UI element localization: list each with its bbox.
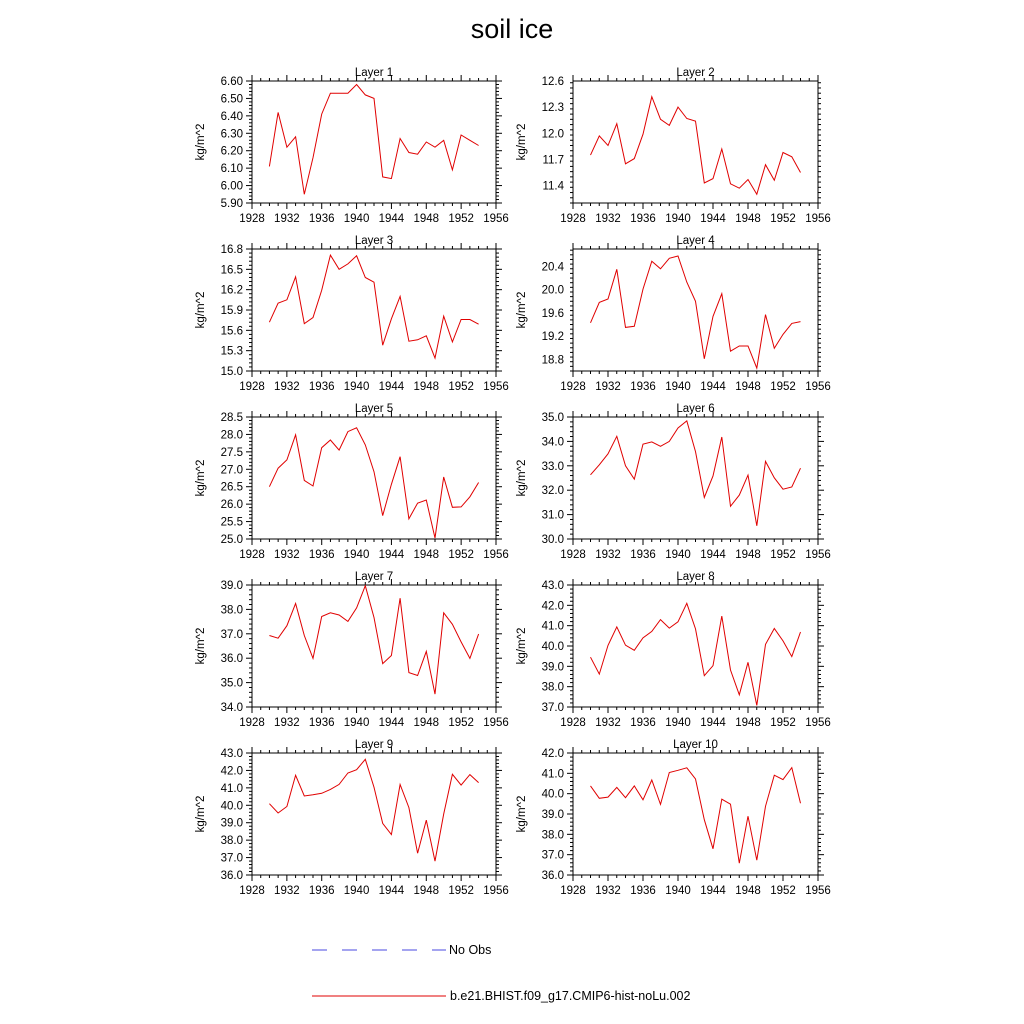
x-tick-label: 1952 (448, 213, 474, 225)
x-tick-label: 1936 (630, 381, 656, 393)
y-tick-label: 18.8 (541, 354, 564, 367)
x-tick-label: 1952 (448, 717, 474, 729)
y-tick-label: 16.5 (220, 264, 243, 277)
panel-title: Layer 9 (354, 739, 394, 751)
x-tick-label: 1952 (770, 213, 796, 225)
y-tick-label: 42.0 (541, 600, 564, 613)
plot-frame (573, 585, 818, 707)
x-tick-label: 1952 (448, 549, 474, 561)
x-tick-label: 1952 (770, 717, 796, 729)
x-tick-label: 1928 (560, 381, 586, 393)
x-tick-label: 1948 (735, 213, 761, 225)
x-tick-label: 1956 (483, 717, 509, 729)
y-tick-label: 41.0 (541, 768, 564, 781)
y-tick-label: 34.0 (220, 702, 243, 714)
x-tick-label: 1956 (805, 885, 831, 897)
figure-title: soil ice (470, 14, 554, 44)
y-tick-label: 27.5 (220, 446, 243, 459)
y-tick-label: 33.0 (541, 460, 564, 473)
y-tick-label: 11.4 (542, 180, 564, 193)
x-tick-label: 1948 (735, 549, 761, 561)
legend-label: No Obs (449, 943, 492, 957)
legend-label: b.e21.BHIST.f09_g17.CMIP6-hist-noLu.002 (450, 989, 691, 1003)
x-tick-label: 1928 (239, 717, 265, 729)
x-tick-label: 1952 (448, 381, 474, 393)
series-line (269, 586, 478, 694)
y-tick-label: 28.0 (220, 429, 243, 442)
panel-layer-8 (516, 571, 831, 729)
x-tick-label: 1940 (665, 381, 691, 393)
panel-title: Layer 10 (673, 739, 718, 751)
series-line (591, 97, 801, 195)
y-tick-label: 15.9 (220, 305, 243, 317)
y-tick-label: 20.0 (541, 284, 564, 297)
plot-frame (252, 249, 496, 371)
x-tick-label: 1936 (308, 717, 335, 729)
x-tick-label: 1932 (274, 381, 300, 393)
y-tick-label: 6.30 (220, 128, 243, 141)
x-tick-label: 1948 (413, 717, 440, 729)
x-tick-label: 1944 (700, 885, 726, 897)
panel-title: Layer 6 (676, 403, 715, 415)
y-axis-label: kg/m^2 (516, 795, 528, 833)
x-tick-label: 1936 (308, 381, 335, 393)
panel-layer-1 (195, 67, 509, 225)
y-tick-label: 38.0 (220, 835, 243, 848)
x-tick-label: 1944 (700, 717, 726, 729)
y-tick-label: 26.5 (220, 481, 243, 494)
plot-frame (573, 417, 818, 539)
y-tick-label: 37.0 (220, 628, 243, 641)
y-tick-label: 32.0 (541, 485, 564, 498)
x-tick-label: 1944 (378, 717, 405, 729)
series-line (591, 421, 801, 526)
x-tick-label: 1932 (274, 213, 300, 225)
y-tick-label: 6.50 (220, 93, 243, 106)
x-tick-label: 1948 (413, 213, 440, 225)
y-tick-label: 6.40 (220, 110, 243, 123)
x-tick-label: 1956 (483, 213, 509, 225)
x-tick-label: 1944 (378, 213, 405, 225)
x-tick-label: 1956 (483, 885, 509, 897)
series-line (591, 603, 801, 705)
x-tick-label: 1932 (595, 885, 621, 897)
y-axis-label: kg/m^2 (195, 123, 207, 161)
x-tick-label: 1940 (665, 885, 691, 897)
x-tick-label: 1948 (413, 885, 440, 897)
x-tick-label: 1948 (735, 381, 761, 393)
y-tick-label: 6.10 (220, 163, 243, 176)
panel-title: Layer 4 (676, 235, 715, 247)
x-tick-label: 1956 (805, 717, 831, 729)
x-tick-label: 1936 (630, 717, 656, 729)
x-tick-label: 1932 (595, 213, 621, 225)
y-tick-label: 40.0 (220, 800, 243, 813)
y-tick-label: 26.0 (220, 499, 243, 512)
y-tick-label: 37.0 (541, 702, 564, 714)
y-tick-label: 39.0 (541, 661, 564, 674)
y-tick-label: 19.6 (541, 307, 564, 320)
y-tick-label: 19.2 (541, 331, 564, 344)
panel-title: Layer 2 (676, 67, 715, 79)
x-tick-label: 1932 (274, 549, 300, 561)
y-tick-label: 12.6 (541, 76, 564, 88)
series-line (269, 428, 478, 538)
panel-title: Layer 1 (354, 67, 394, 79)
x-tick-label: 1956 (805, 381, 831, 393)
y-axis-label: kg/m^2 (195, 795, 207, 833)
plot-frame (252, 753, 496, 875)
plot-frame (252, 417, 496, 539)
x-tick-label: 1936 (630, 885, 656, 897)
y-tick-label: 35.0 (220, 677, 243, 690)
x-tick-label: 1936 (308, 885, 335, 897)
x-tick-label: 1944 (378, 549, 405, 561)
x-tick-label: 1944 (700, 549, 726, 561)
x-tick-label: 1948 (735, 885, 761, 897)
series-line (591, 768, 801, 864)
y-tick-label: 40.0 (541, 788, 564, 801)
y-tick-label: 11.7 (542, 154, 564, 167)
y-tick-label: 25.0 (220, 534, 243, 546)
x-tick-label: 1944 (378, 885, 405, 897)
x-tick-label: 1932 (274, 717, 300, 729)
x-tick-label: 1944 (378, 381, 405, 393)
y-axis-label: kg/m^2 (516, 459, 528, 497)
series-line (269, 255, 478, 358)
x-tick-label: 1936 (308, 213, 335, 225)
y-tick-label: 12.0 (541, 128, 564, 141)
x-tick-label: 1952 (770, 381, 796, 393)
x-tick-label: 1952 (770, 885, 796, 897)
y-tick-label: 42.0 (541, 748, 564, 760)
x-tick-label: 1944 (700, 381, 726, 393)
x-tick-label: 1948 (413, 549, 440, 561)
y-tick-label: 15.0 (220, 366, 243, 378)
x-tick-label: 1928 (239, 381, 265, 393)
y-axis-label: kg/m^2 (516, 627, 528, 665)
y-tick-label: 27.0 (220, 464, 243, 477)
x-tick-label: 1940 (665, 717, 691, 729)
y-axis-label: kg/m^2 (195, 291, 207, 329)
panel-layer-4 (516, 235, 831, 393)
x-tick-label: 1940 (343, 717, 370, 729)
y-tick-label: 28.5 (220, 412, 243, 424)
y-tick-label: 37.0 (541, 849, 564, 862)
x-tick-label: 1928 (239, 213, 265, 225)
plot-frame (573, 753, 818, 875)
panel-title: Layer 7 (354, 571, 394, 583)
y-tick-label: 39.0 (541, 809, 564, 821)
y-tick-label: 37.0 (220, 852, 243, 865)
x-tick-label: 1948 (413, 381, 440, 393)
y-axis-label: kg/m^2 (195, 459, 207, 497)
panel-layer-7 (195, 571, 509, 729)
x-tick-label: 1928 (560, 717, 586, 729)
y-tick-label: 40.0 (541, 641, 564, 653)
y-axis-label: kg/m^2 (195, 627, 207, 665)
x-tick-label: 1928 (239, 885, 265, 897)
y-tick-label: 6.60 (220, 76, 243, 88)
series-line (591, 256, 801, 368)
y-tick-label: 38.0 (220, 604, 243, 617)
y-tick-label: 36.0 (220, 870, 243, 882)
panel-layer-9 (195, 739, 509, 897)
series-line (269, 759, 478, 861)
x-tick-label: 1940 (665, 549, 691, 561)
x-tick-label: 1956 (805, 213, 831, 225)
panel-layer-2 (516, 67, 831, 225)
x-tick-label: 1936 (630, 549, 656, 561)
x-tick-label: 1940 (343, 381, 370, 393)
y-tick-label: 43.0 (220, 748, 243, 760)
x-tick-label: 1944 (700, 213, 726, 225)
x-tick-label: 1932 (595, 381, 621, 393)
x-tick-label: 1956 (805, 549, 831, 561)
x-tick-label: 1956 (483, 381, 509, 393)
y-axis-label: kg/m^2 (516, 123, 528, 161)
y-tick-label: 6.00 (220, 180, 243, 193)
y-tick-label: 6.20 (220, 145, 243, 158)
y-tick-label: 42.0 (220, 765, 243, 778)
panel-title: Layer 3 (354, 235, 394, 247)
series-line (269, 85, 478, 195)
y-tick-label: 25.5 (220, 516, 243, 529)
y-tick-label: 15.3 (220, 345, 243, 358)
x-tick-label: 1940 (343, 213, 370, 225)
plot-frame (252, 585, 496, 707)
x-tick-label: 1940 (343, 549, 370, 561)
panel-layer-5 (195, 403, 509, 561)
x-tick-label: 1932 (595, 549, 621, 561)
y-tick-label: 39.0 (220, 580, 243, 592)
y-axis-label: kg/m^2 (516, 291, 528, 329)
y-tick-label: 16.2 (220, 284, 243, 297)
x-tick-label: 1936 (630, 213, 656, 225)
x-tick-label: 1928 (560, 885, 586, 897)
y-tick-label: 39.0 (220, 817, 243, 830)
panel-title: Layer 5 (354, 403, 394, 415)
panel-title: Layer 8 (676, 571, 715, 583)
y-tick-label: 38.0 (541, 681, 564, 694)
panel-layer-6 (516, 403, 831, 561)
x-tick-label: 1928 (560, 549, 586, 561)
y-tick-label: 5.90 (220, 198, 243, 210)
legend (312, 943, 690, 1003)
x-tick-label: 1952 (770, 549, 796, 561)
y-tick-label: 20.4 (541, 261, 564, 274)
y-tick-label: 43.0 (541, 580, 564, 592)
y-tick-label: 31.0 (541, 509, 564, 522)
y-tick-label: 34.0 (541, 436, 564, 449)
y-tick-label: 15.6 (220, 325, 243, 338)
y-tick-label: 36.0 (541, 870, 564, 882)
y-tick-label: 38.0 (541, 829, 564, 842)
y-tick-label: 16.8 (220, 244, 243, 256)
x-tick-label: 1940 (343, 885, 370, 897)
panel-layer-3 (195, 235, 509, 393)
x-tick-label: 1928 (239, 549, 265, 561)
x-tick-label: 1936 (308, 549, 335, 561)
y-tick-label: 35.0 (541, 412, 564, 424)
x-tick-label: 1956 (483, 549, 509, 561)
y-tick-label: 41.0 (220, 782, 243, 795)
y-tick-label: 30.0 (541, 534, 564, 546)
x-tick-label: 1948 (735, 717, 761, 729)
x-tick-label: 1932 (274, 885, 300, 897)
x-tick-label: 1940 (665, 213, 691, 225)
y-tick-label: 36.0 (220, 653, 243, 666)
x-tick-label: 1952 (448, 885, 474, 897)
x-tick-label: 1928 (560, 213, 586, 225)
x-tick-label: 1932 (595, 717, 621, 729)
y-tick-label: 41.0 (541, 620, 564, 633)
plot-frame (573, 249, 818, 371)
panel-layer-10 (516, 739, 831, 897)
y-tick-label: 12.3 (541, 102, 564, 115)
